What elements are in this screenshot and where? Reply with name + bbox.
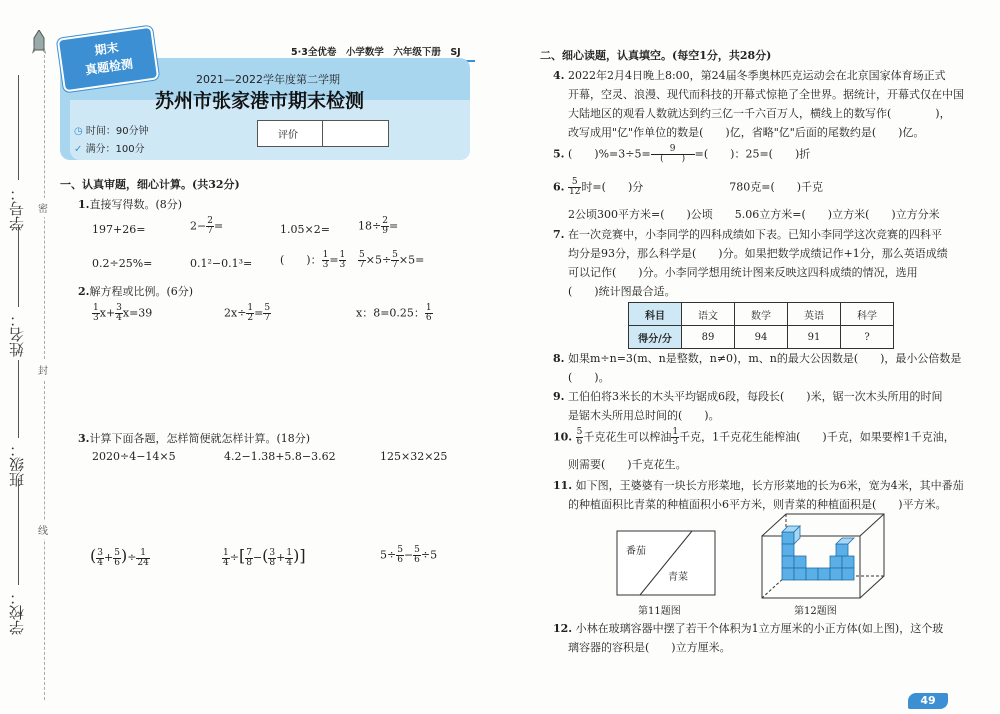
- page-title: 苏州市张家港市期末检测: [155, 90, 365, 112]
- evaluation-box[interactable]: [257, 120, 389, 147]
- q2-text: 2.解方程或比例。(6分): [78, 285, 194, 298]
- q7-line: ( )统计图最合适。: [568, 285, 676, 298]
- q6-line: 2公顷300平方米=( )公顷 5.06立方米=( )立方米( )立方分米: [568, 208, 940, 221]
- class-line: [18, 360, 19, 438]
- table-cell: 94: [735, 326, 788, 349]
- q1-item: $\frac{5}{7}$ ×5÷ $\frac{5}{7}$ ×5=: [359, 250, 425, 270]
- evaluation-label: 评价: [278, 130, 298, 141]
- q6-line: 6. $\frac{5}{12}$ 时=( )分 780克=( )千克: [553, 177, 824, 197]
- class-label: 班级：: [8, 442, 26, 487]
- q4-line: 改写成用"亿"作单位的数是( )亿，省略"亿"后面的尾数约是( )亿。: [568, 126, 925, 139]
- q2-equation-3: x：8=0.25： $\frac{1}{6}$: [356, 303, 432, 323]
- q1-item: 2− $\frac{2}{7}$ =: [190, 216, 224, 236]
- q7-line: 7. 在一次竞赛中，小李同学的四科成绩如下表。已知小李同学这次竞赛的四科平: [553, 228, 942, 241]
- seal-char: 线: [38, 520, 48, 539]
- table-cell: 91: [788, 326, 841, 349]
- q3-expr: 4.2−1.38+5.8−3.62: [224, 450, 336, 463]
- q1-item: 0.1²−0.1³=: [190, 257, 253, 270]
- time-info: ◷ 时间：90分钟: [74, 126, 149, 137]
- q9-line: 是锯木头所用总时间的( )。: [568, 409, 720, 422]
- term-text: 2021—2022学年度第二学期: [196, 73, 340, 86]
- table-cell: 得分/分: [629, 326, 682, 349]
- q9-line: 9. 工伯伯将3米长的木头平均锯成6段，每段长( )米，锯一次木头所用的时间: [553, 390, 943, 403]
- q8-line: ( )。: [568, 371, 610, 384]
- part2-title: 二、细心读题，认真填空。(每空1分，共28分): [540, 49, 772, 62]
- q7-line: 可以记作( )分。小李同学想用统计图来反映这四科成绩的情况，选用: [568, 266, 918, 279]
- q1-text: 1.直接写得数。(8分): [78, 198, 183, 211]
- table-header: 数学: [735, 303, 788, 326]
- seal-char: 密: [38, 198, 48, 217]
- school-label: 学校：: [8, 590, 26, 635]
- q3-expr: $\frac{1}{4}$ ÷[ $\frac{7}{8}$ −( $\frac{3}{8}$ + $\frac{1}{4}$ )]: [223, 546, 306, 568]
- seal-char: 封: [38, 360, 48, 379]
- figure-12: [760, 512, 886, 600]
- name-label: 姓名：: [8, 312, 26, 357]
- score-table: [628, 302, 894, 349]
- check-icon: ✓: [74, 144, 86, 155]
- figure-12-caption: 第12题图: [794, 606, 837, 617]
- table-header: 英语: [788, 303, 841, 326]
- badge-line2: 真题检测: [84, 56, 134, 78]
- q5-line: 5. ( )%=3÷5= $\frac{9}{( )}$ =( )：25=( )折: [553, 144, 811, 164]
- q12-line: 璃容器的容积是( )立方厘米。: [568, 641, 731, 654]
- q1-item: 197+26=: [92, 223, 146, 236]
- name-line: [18, 225, 19, 307]
- q3-text: 3.计算下面各题，怎样简便就怎样计算。(18分): [78, 432, 311, 445]
- page-number: 49: [908, 693, 948, 709]
- q10-line: 则需要( )千克花生。: [568, 458, 687, 471]
- q7-line: 均分是93分，那么科学是( )分。如果把数学成绩记作+1分，那么英语成绩: [568, 247, 948, 260]
- table-header: 语文: [682, 303, 735, 326]
- q11-line: 的种植面积比青菜的种植面积小6平方米，则青菜的种植面积是( )平方米。: [568, 498, 947, 511]
- q10-line: 10. $\frac{5}{6}$ 千克花生可以榨油 $\frac{1}{3}$ 千克，1千克花生能榨油( )千克，如果要榨1千克油，: [553, 427, 955, 447]
- tomato-label: 番茄: [626, 546, 646, 557]
- score-info: ✓ 满分：100分: [74, 144, 145, 155]
- q1-item: ( )： $\frac{1}{3}$ = $\frac{1}{3}$: [280, 250, 346, 270]
- q4-line: 大陆地区的观看人数就达到约三亿一千六百万人，横线上的数写作( )，: [568, 107, 951, 120]
- q1-item: 1.05×2=: [280, 223, 330, 236]
- q2-equation-1: $\frac{1}{3}$ x+ $\frac{3}{4}$ x=39: [93, 303, 153, 323]
- q11-line: 11. 如下图，王婆婆有一块长方形菜地，长方形菜地的长为6米，宽为4米，其中番茄: [553, 479, 964, 492]
- table-header: 科学: [841, 303, 894, 326]
- clock-icon: ◷: [74, 126, 86, 137]
- figure-11: [616, 530, 716, 596]
- greens-label: 青菜: [668, 572, 688, 583]
- q8-line: 8. 如果m÷n=3(m、n是整数，n≠0)，m、n的最大公因数是( )，最小公倍数是: [553, 352, 962, 365]
- q3-expr: 125×32×25: [380, 450, 448, 463]
- q1-item: 0.2÷25%=: [92, 257, 153, 270]
- school-line: [18, 480, 19, 585]
- table-header: 科目: [629, 303, 682, 326]
- series-text: 5·3全优卷 小学数学 六年级下册 SJ: [291, 47, 461, 58]
- q4-line: 4. 2022年2月4日晚上8:00，第24届冬季奥林匹克运动会在北京国家体育场正式: [553, 69, 946, 82]
- table-row: [629, 303, 894, 326]
- q12-line: 12. 小林在玻璃容器中摆了若干个体积为1立方厘米的小正方体(如上图)，这个玻: [553, 622, 944, 635]
- part1-title: 一、认真审题，细心计算。(共32分): [60, 178, 240, 191]
- q3-expr: 5÷ $\frac{5}{6}$ − $\frac{5}{6}$ ÷5: [380, 545, 438, 565]
- table-row: [629, 326, 894, 349]
- table-cell: 89: [682, 326, 735, 349]
- student-id-label: 学号：: [8, 186, 26, 231]
- q1-item: 18÷ $\frac{2}{9}$ =: [358, 216, 399, 236]
- q3-expr: ( $\frac{3}{4}$ + $\frac{5}{6}$ )÷ $\frac{1}{24}$: [90, 546, 149, 568]
- figure-11-caption: 第11题图: [638, 606, 681, 617]
- table-cell: ?: [841, 326, 894, 349]
- q2-equation-2: 2x÷ $\frac{1}{2}$ = $\frac{5}{7}$: [224, 303, 271, 323]
- q3-expr: 2020÷4−14×5: [92, 450, 176, 463]
- student-id-line: [18, 75, 19, 180]
- q4-line: 开幕，空灵、浪漫、现代而科技的开幕式惊艳了全世界。据统计，开幕式仅在中国: [568, 88, 964, 101]
- badge-line1: 期末: [93, 40, 120, 58]
